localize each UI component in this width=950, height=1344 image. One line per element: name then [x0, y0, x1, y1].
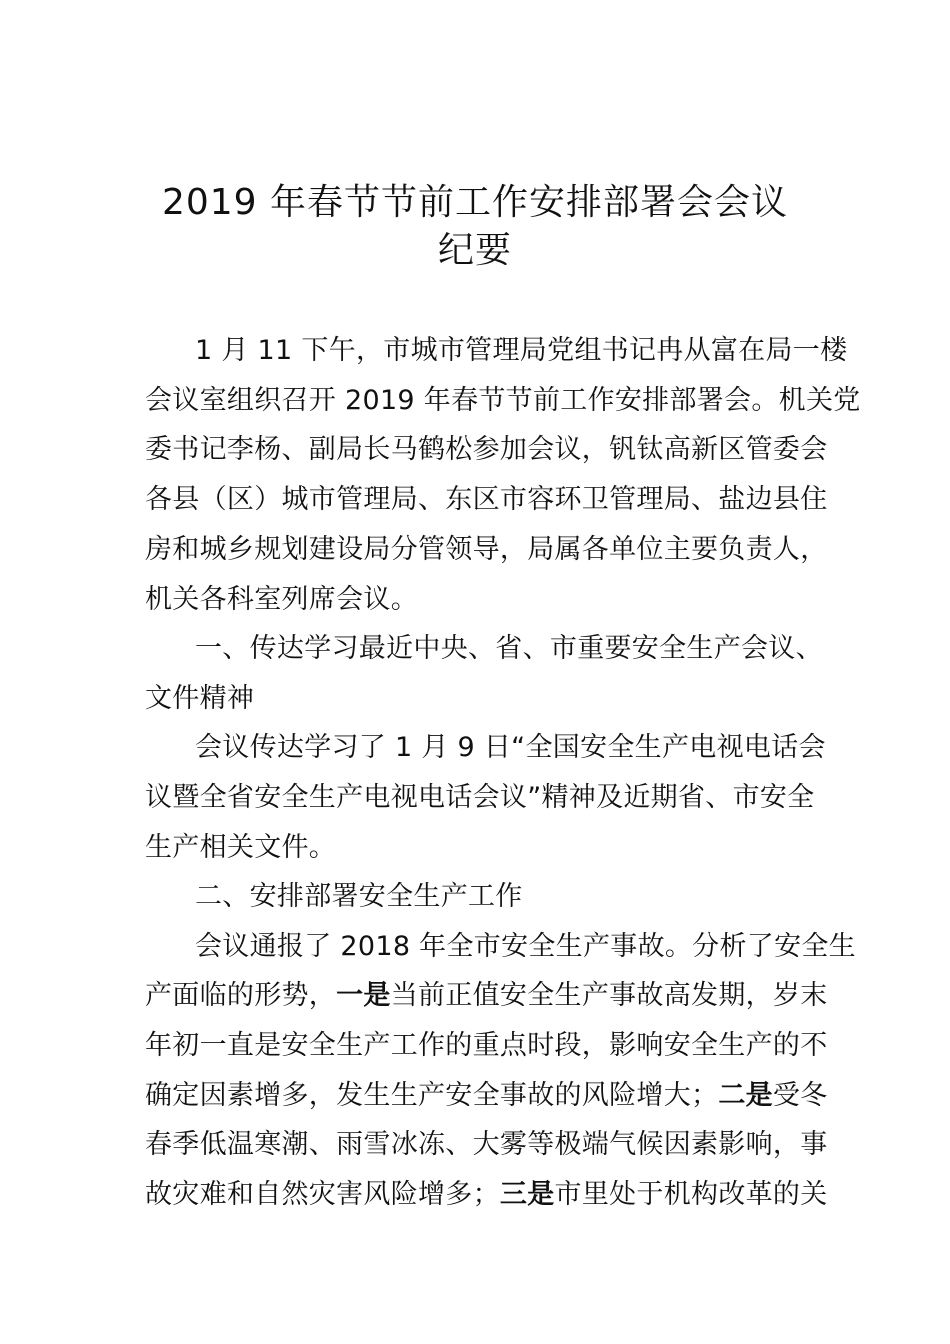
paragraph-line	[145, 976, 828, 1016]
text-run: 市里处于机构改革的关	[554, 1179, 828, 1210]
text-run: 确定因素增多，发生生产安全事故的风险增大；	[145, 1080, 719, 1111]
paragraph-line: 春季低温寒潮、雨雪冰冻、大雾等极端气候因素影响，事	[145, 1129, 828, 1160]
text-run: 产面临的形势，	[145, 980, 337, 1011]
paragraph-line: 会议室组织召开 2019 年春节节前工作安排部署会。机关党	[145, 385, 861, 416]
section-heading-line: 一、传达学习最近中央、省、市重要安全生产会议、	[195, 633, 823, 664]
paragraph-line: 委书记李杨、副局长马鹤松参加会议，钒钛高新区管委会	[145, 434, 828, 465]
paragraph-line	[145, 1175, 828, 1215]
section-heading-line: 文件精神	[145, 683, 255, 714]
section-heading: 二、安排部署安全生产工作	[195, 881, 523, 912]
paragraph-line	[145, 1076, 828, 1116]
paragraph-line: 1 月 11 下午，市城市管理局党组书记冉从富在局一楼	[195, 335, 848, 366]
paragraph-line: 房和城乡规划建设局分管领导，局属各单位主要负责人，	[145, 534, 828, 565]
text-run: 故灾难和自然灾害风险增多；	[145, 1179, 500, 1210]
text-run: 当前正值安全生产事故高发期，岁末	[390, 980, 828, 1011]
bold-text-run: 二是	[718, 1080, 773, 1111]
paragraph-line: 会议通报了 2018 年全市安全生产事故。分析了安全生	[195, 931, 856, 962]
bold-text-run: 三是	[499, 1179, 555, 1210]
document-title-line-1: 2019 年春节节前工作安排部署会会议	[161, 182, 789, 223]
paragraph-line: 议暨全省安全生产电视电话会议”精神及近期省、市安全	[145, 782, 815, 813]
paragraph-line: 生产相关文件。	[145, 832, 337, 863]
paragraph-line: 各县（区）城市管理局、东区市容环卫管理局、盐边县住	[145, 484, 828, 515]
bold-text-run: 一是	[336, 980, 391, 1011]
document-title-line-2: 纪要	[437, 230, 512, 271]
text-run: 受冬	[772, 1080, 828, 1111]
paragraph-line: 会议传达学习了 1 月 9 日“全国安全生产电视电话会	[195, 732, 826, 763]
paragraph-line: 年初一直是安全生产工作的重点时段，影响安全生产的不	[145, 1030, 828, 1061]
paragraph-line: 机关各科室列席会议。	[145, 584, 418, 615]
